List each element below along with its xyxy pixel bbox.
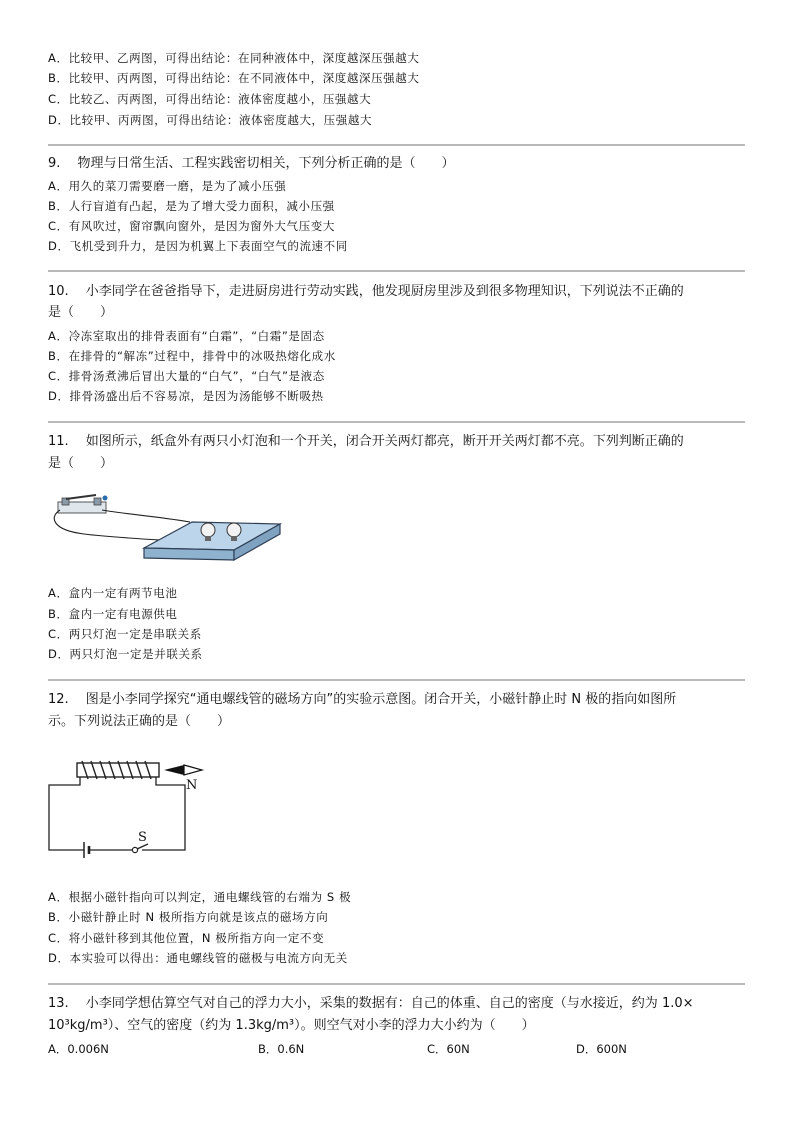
switch-icon	[132, 844, 148, 853]
q12-option-b: B．小磁针静止时 N 极所指方向就是该点的磁场方向	[48, 910, 329, 924]
q10-option-a: A．冷冻室取出的排骨表面有“白霜”，“白霜”是固态	[48, 329, 325, 343]
divider	[48, 270, 745, 272]
q10-option-d: D．排骨汤盛出后不容易凉，是因为汤能够不断吸热	[48, 389, 324, 403]
q13-choice-d: D．600N	[576, 1042, 627, 1056]
divider	[48, 983, 745, 985]
q9-option-d: D．飞机受到升力，是因为机翼上下表面空气的流速不同	[48, 239, 348, 253]
q8-option-d: D．比较甲、丙两图，可得出结论：液体密度越大，压强越大	[48, 113, 373, 127]
divider	[48, 679, 745, 681]
north-pole-label: N	[186, 778, 198, 793]
battery-icon	[84, 842, 132, 858]
divider	[48, 144, 745, 146]
q8-option-c: C．比较乙、丙两图，可得出结论：液体密度越小，压强越大	[48, 92, 372, 106]
solenoid-icon	[77, 761, 159, 779]
switch-icon	[58, 495, 108, 513]
q10-stem-line1: 10. 小李同学在爸爸指导下，走进厨房进行劳动实践，他发现厨房里涉及到很多物理知识，下列说法不正确的	[48, 284, 684, 299]
switch-label: S	[138, 830, 147, 845]
q9-stem: 9. 物理与日常生活、工程实践密切相关，下列分析正确的是（ ）	[48, 156, 455, 171]
q13-stem-line2: 10³kg/m³）、空气的密度（约为 1.3kg/m³）。则空气对小李的浮力大小约为（ ）	[48, 1018, 535, 1033]
q12-option-c: C．将小磁针移到其他位置，N 极所指方向一定不变	[48, 931, 325, 945]
q8-option-a: A．比较甲、乙两图，可得出结论：在同种液体中，深度越深压强越大	[48, 51, 420, 65]
q10-option-c: C．排骨汤煮沸后冒出大量的“白气”，“白气”是液态	[48, 369, 325, 383]
q11-option-c: C．两只灯泡一定是串联关系	[48, 627, 202, 641]
divider	[48, 421, 745, 423]
q11-stem-line2: 是（ ）	[48, 456, 114, 471]
q12-option-d: D．本实验可以得出：通电螺线管的磁极与电流方向无关	[48, 951, 348, 965]
q9-option-a: A．用久的菜刀需要磨一磨，是为了减小压强	[48, 179, 287, 193]
q9-option-c: C．有风吹过，窗帘飘向窗外，是因为窗外大气压变大	[48, 219, 335, 233]
q13-choice-c: C．60N	[427, 1042, 470, 1056]
q12-stem-line1: 12. 图是小李同学探究“通电螺线管的磁场方向”的实验示意图。闭合开关，小磁针静止时 N 极的指向如图所	[48, 692, 677, 707]
q12-solenoid-figure	[44, 755, 214, 865]
q10-option-b: B．在排骨的“解冻”过程中，排骨中的冰吸热熔化成水	[48, 349, 336, 363]
q13-stem-line1: 13. 小李同学想估算空气对自己的浮力大小，采集的数据有：自己的体重、自己的密度（与水接近，约为 1.0×	[48, 996, 694, 1011]
q11-option-b: B．盒内一定有电源供电	[48, 607, 178, 621]
q11-option-a: A．盒内一定有两节电池	[48, 586, 178, 600]
compass-needle-icon	[164, 765, 202, 775]
q13-choice-a: A．0.006N	[48, 1042, 109, 1056]
q11-option-d: D．两只灯泡一定是并联关系	[48, 647, 203, 661]
q9-option-b: B．人行盲道有凸起，是为了增大受力面积，减小压强	[48, 199, 335, 213]
q10-stem-line2: 是（ ）	[48, 305, 114, 320]
q13-choice-b: B．0.6N	[258, 1042, 305, 1056]
q12-option-a: A．根据小磁针指向可以判定，通电螺线管的右端为 S 极	[48, 890, 352, 904]
q8-option-b: B．比较甲、丙两图，可得出结论：在不同液体中，深度越深压强越大	[48, 71, 420, 85]
q12-stem-line2: 示。下列说法正确的是（ ）	[48, 714, 231, 729]
q11-stem-line1: 11. 如图所示，纸盒外有两只小灯泡和一个开关，闭合开关两灯都亮，断开开关两灯都不亮。下列判断正确的	[48, 434, 684, 449]
q11-circuit-figure	[44, 492, 284, 572]
